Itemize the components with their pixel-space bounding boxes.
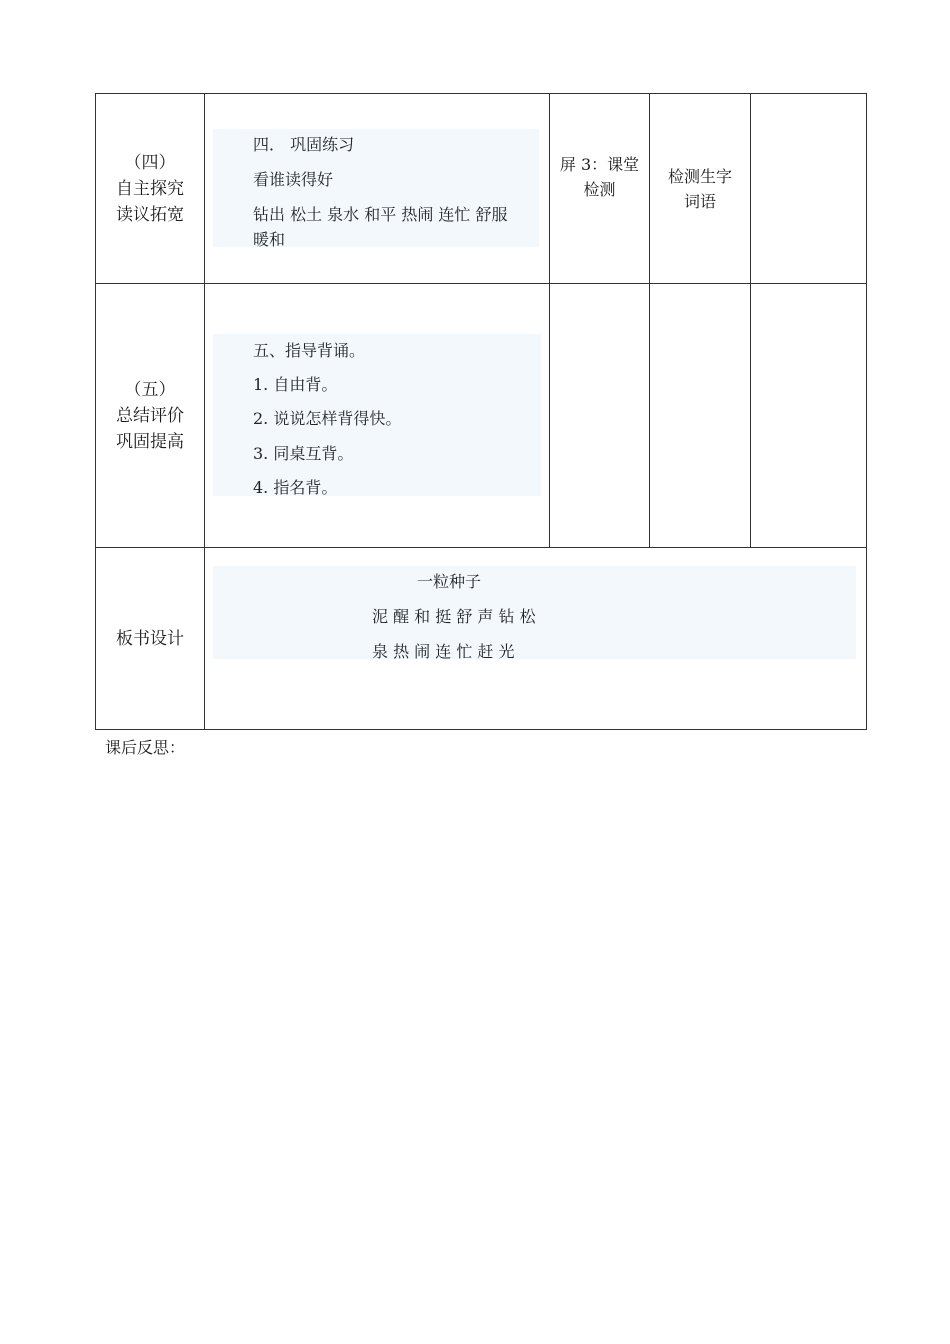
screen-cell xyxy=(550,284,650,548)
stage-cell xyxy=(96,284,205,548)
stage-number: （四） xyxy=(124,152,176,173)
extra-cell xyxy=(751,284,867,548)
lesson-plan-table xyxy=(95,93,867,730)
content-line: 2. 说说怎样背得快。 xyxy=(253,409,402,428)
board-line: 泥 醒 和 挺 舒 声 钻 松 xyxy=(372,607,536,626)
board-title: 一粒种子 xyxy=(417,572,482,591)
table-row xyxy=(96,284,867,548)
stage-title-line: 巩固提高 xyxy=(116,431,184,452)
stage-title-line: 自主探究 xyxy=(116,178,184,199)
content-line: 暖和 xyxy=(253,230,286,249)
content-line: 3. 同桌互背。 xyxy=(253,444,354,463)
purpose-text: 检测生字 xyxy=(667,167,732,186)
board-label-cell xyxy=(96,548,205,730)
board-row xyxy=(96,548,867,730)
content-line: 五、指导背诵。 xyxy=(253,341,366,360)
purpose-cell xyxy=(650,94,751,284)
content-line: 看谁读得好 xyxy=(253,170,334,189)
content-line: 1. 自由背。 xyxy=(253,375,338,394)
purpose-text: 词语 xyxy=(683,192,716,211)
board-content-cell xyxy=(205,548,867,730)
board-line: 泉 热 闹 连 忙 赶 光 xyxy=(372,642,515,661)
screen-text: 屏 3：课堂 xyxy=(559,155,640,174)
purpose-cell xyxy=(650,284,751,548)
content-cell xyxy=(205,94,550,284)
content-line: 4. 指名背。 xyxy=(253,478,338,497)
extra-cell xyxy=(751,94,867,284)
content-line: 四． 巩固练习 xyxy=(253,135,355,154)
stage-number: （五） xyxy=(124,379,176,400)
screen-text: 检测 xyxy=(583,180,616,199)
table-row xyxy=(96,94,867,284)
board-label: 板书设计 xyxy=(116,628,184,649)
stage-title-line: 总结评价 xyxy=(116,405,184,426)
content-cell xyxy=(205,284,550,548)
content-line: 钻出 松土 泉水 和平 热闹 连忙 舒服 xyxy=(253,205,508,224)
stage-cell xyxy=(96,94,205,284)
stage-title-line: 读议拓宽 xyxy=(116,204,184,225)
screen-cell xyxy=(550,94,650,284)
reflection-label: 课后反思： xyxy=(105,738,186,757)
